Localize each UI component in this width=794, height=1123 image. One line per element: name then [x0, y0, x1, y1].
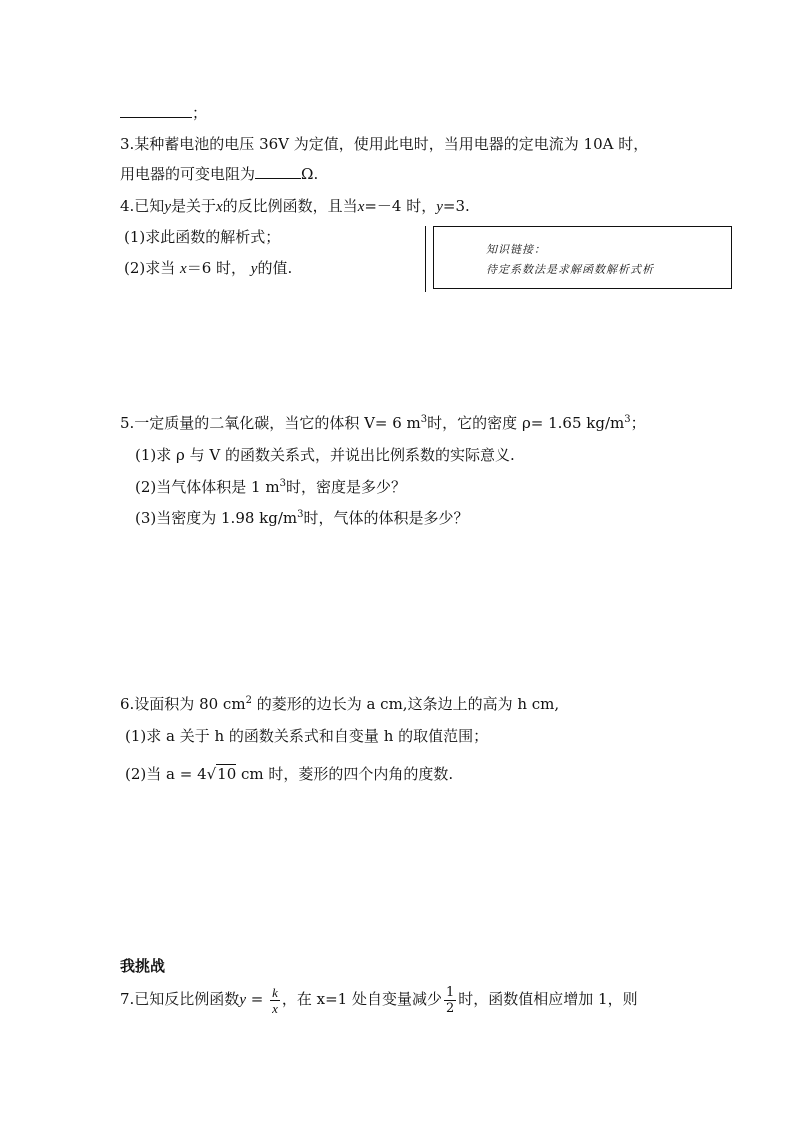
q5-sub1: (1)求 ρ 与 V 的函数关系式，并说出比例系数的实际意义.	[135, 446, 515, 464]
superscript: 3	[624, 414, 631, 425]
q6-text: 6.设面积为 80 cm	[120, 695, 246, 713]
q7-stem	[120, 982, 638, 1017]
q5-text: ；	[630, 414, 646, 432]
q6-sub2-text: (2)当 a = 4	[125, 765, 207, 783]
superscript: 3	[279, 478, 286, 489]
q4-text: 的反比例函数，且当	[222, 197, 358, 215]
q4-sub2	[124, 258, 292, 279]
q5-sub3-text: (3)当密度为 1.98 kg/m	[135, 509, 298, 527]
q5-sub3-text: 时，气体的体积是多少？	[303, 509, 469, 527]
var-y: y	[164, 199, 171, 215]
q6-sub1: (1)求 a 关于 h 的函数关系式和自变量 h 的取值范围；	[125, 727, 489, 745]
q6-sub2	[125, 764, 453, 784]
q6-stem	[120, 694, 559, 714]
q4-sub2-text: ＝6 时，	[186, 259, 247, 277]
q3-answer-blank[interactable]	[255, 164, 301, 179]
q4-text: =－4 时，	[364, 197, 437, 215]
var-x: x	[216, 199, 223, 215]
q6-text: 的菱形的边长为 a cm,这条边上的高为 h cm,	[251, 695, 560, 713]
var-x: x	[357, 199, 365, 215]
challenge-heading: 我挑战	[120, 957, 166, 975]
q7-text: ，在 x=1 处自变量减少	[281, 990, 442, 1008]
q4-sub2-text: (2)求当	[124, 259, 176, 277]
q5-stem	[120, 413, 646, 433]
q3-line2-suffix: Ω.	[301, 165, 319, 183]
q5-sub2	[135, 477, 406, 497]
q4-text: 4.已知	[120, 197, 165, 215]
q3-line2	[120, 164, 318, 184]
q5-sub2-text: 时，密度是多少？	[285, 478, 406, 496]
fraction-numerator: k	[272, 984, 278, 1000]
var-y: y	[436, 199, 443, 215]
sqrt-sign: √	[206, 765, 217, 783]
q6-sub2-text: cm 时，菱形的四个内角的度数.	[236, 765, 454, 783]
q5-sub3	[135, 508, 469, 528]
q5-sub2-text: (2)当气体体积是 1 m	[135, 478, 280, 496]
q5-text: 时，它的密度 ρ= 1.65 kg/m	[427, 414, 625, 432]
q7-text: 时，函数值相应增加 1，则	[458, 990, 638, 1008]
q4-sub1: (1)求此函数的解析式；	[124, 228, 281, 246]
answer-blank[interactable]	[120, 103, 192, 118]
q3-line2-prefix: 用电器的可变电阻为	[120, 165, 256, 183]
q4-stem	[120, 196, 470, 217]
fraction-denominator: 2	[445, 1000, 455, 1016]
q7-text: 7.已知反比例函数	[120, 990, 240, 1008]
var-y: y	[250, 261, 258, 277]
box-left-bar	[425, 226, 426, 292]
fraction-denominator: x	[272, 1000, 278, 1016]
q3-line1: 3.某种蓄电池的电压 36V 为定值，使用此电时，当用电器的定电流为 10A 时，	[120, 135, 649, 153]
fraction-numerator: 1	[445, 984, 455, 1000]
knowledge-content: 待定系数法是求解函数解析式析	[486, 263, 654, 276]
equals-sign: =	[245, 990, 269, 1008]
knowledge-link-box	[433, 226, 732, 289]
q4-text: 是关于	[170, 197, 216, 215]
fraction-k-over-x	[270, 985, 280, 1016]
q5-text: 5.一定质量的二氧化碳，当它的体积 V= 6 m	[120, 414, 421, 432]
q4-sub2-text: 的值.	[257, 259, 293, 277]
sqrt-radicand: 10	[217, 765, 237, 783]
superscript: 3	[297, 509, 304, 520]
blank-suffix: ；	[192, 104, 208, 122]
var-y: y	[239, 992, 246, 1008]
superscript: 3	[420, 414, 428, 425]
knowledge-title: 知识链接：	[486, 243, 546, 256]
answer-blank-line	[120, 103, 207, 123]
var-x: x	[180, 261, 187, 277]
q4-text: =3.	[442, 197, 470, 215]
fraction-one-half	[444, 985, 456, 1016]
superscript: 2	[245, 695, 252, 706]
